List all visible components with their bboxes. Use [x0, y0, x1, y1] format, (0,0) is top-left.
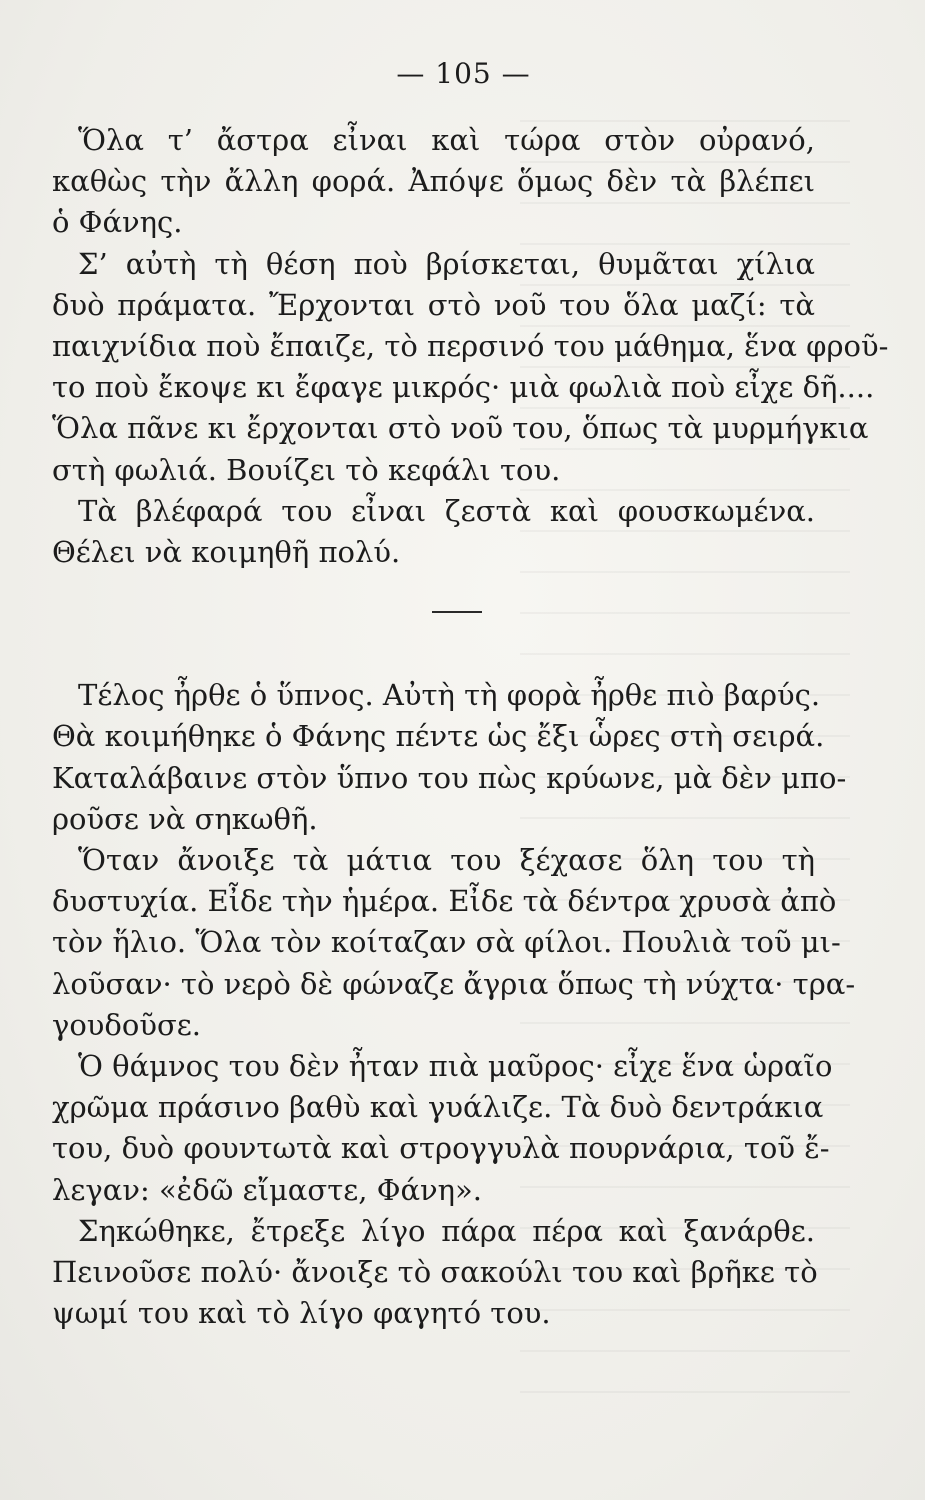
paragraph [52, 840, 856, 1046]
paragraph [52, 675, 847, 840]
text-line: παιχνίδια ποὺ ἔπαιζε, τὸ περσινό του μάθημα, ἕνα φροῦ- [52, 329, 889, 364]
text-line: Σηκώθηκε, ἔτρεξε λίγο πάρα πέρα καὶ ξανάρθε. [78, 1213, 815, 1248]
text-line: Ὅλα τ’ ἄστρα εἶναι καὶ τώρα στὸν οὐρανό, [78, 123, 815, 157]
text-line: Σ’ αὐτὴ τὴ θέση ποὺ βρίσκεται, θυμᾶται χίλια [78, 246, 815, 281]
text-line: Ὅταν ἄνοιξε τὰ μάτια του ξέχασε ὅλη του τὴ [78, 843, 815, 878]
text-line: Καταλάβαινε στὸν ὕπνο του πὼς κρύωνε, μὰ δὲν μπο- [52, 760, 847, 795]
text-line: ροῦσε νὰ σηκωθῆ. [52, 801, 318, 836]
text-line: λεγαν: «ἐδῶ εἴμαστε, Φάνη». [52, 1172, 483, 1207]
text-line: Πεινοῦσε πολύ· ἄνοιξε τὸ σακούλι του καὶ βρῆκε τὸ [52, 1255, 818, 1290]
text-line: στὴ φωλιά. Βουίζει τὸ κεφάλι του. [52, 452, 561, 487]
paragraph [52, 1046, 833, 1211]
text-line: Θὰ κοιμήθηκε ὁ Φάνης πέντε ὡς ἔξι ὧρες στὴ σειρά. [52, 719, 825, 754]
paragraph [52, 244, 889, 491]
text-line: ψωμί του καὶ τὸ λίγο φαγητό του. [52, 1296, 551, 1331]
paragraph [52, 491, 815, 573]
text-line: γουδοῦσε. [52, 1007, 202, 1042]
page-number: — 105 — [396, 57, 531, 90]
text-line: το ποὺ ἔκοψε κι ἔφαγε μικρός· μιὰ φωλιὰ ποὺ εἶχε δῆ.... [52, 370, 875, 405]
text-line: δυστυχία. Εἶδε τὴν ἡμέρα. Εἶδε τὰ δέντρα χρυσὰ ἀπὸ [52, 884, 837, 919]
text-line: ὁ Φάνης. [52, 205, 183, 240]
text-line: χρῶμα πράσινο βαθὺ καὶ γυάλιζε. Τὰ δυὸ δεντράκια [52, 1090, 824, 1125]
text-line: του, δυὸ φουντωτὰ καὶ στρογγυλὰ πουρνάρια, τοῦ ἔ- [52, 1131, 830, 1166]
text-line: Τέλος ἦρθε ὁ ὕπνος. Αὐτὴ τὴ φορὰ ἦρθε πιὸ βαρύς. [78, 678, 821, 713]
text-line: Θέλει νὰ κοιμηθῆ πολύ. [52, 535, 401, 570]
text-line: Ὁ θάμνος του δὲν ἦταν πιὰ μαῦρος· εἶχε ἕνα ὡραῖο [78, 1049, 833, 1084]
section-divider [432, 611, 482, 613]
text-line: δυὸ πράματα. Ἔρχονται στὸ νοῦ του ὅλα μαζί: τὰ [52, 287, 815, 322]
text-line: καθὼς τὴν ἄλλη φορά. Ἀπόψε ὅμως δὲν τὰ βλέπει [52, 164, 815, 199]
text-line: Τὰ βλέφαρά του εἶναι ζεστὰ καὶ φουσκωμένα. [78, 493, 815, 528]
text-line: Ὅλα πᾶνε κι ἔρχονται στὸ νοῦ του, ὅπως τὰ μυρμήγκια [52, 411, 869, 446]
section-one [52, 120, 889, 573]
text-line: λοῦσαν· τὸ νερὸ δὲ φώναζε ἄγρια ὅπως τὴ νύχτα· τρα- [52, 966, 856, 1001]
paragraph [52, 120, 815, 244]
section-two [52, 675, 856, 1334]
text-line: τὸν ἥλιο. Ὅλα τὸν κοίταζαν σὰ φίλοι. Πουλιὰ τοῦ μι- [52, 925, 841, 960]
paragraph [52, 1211, 818, 1335]
